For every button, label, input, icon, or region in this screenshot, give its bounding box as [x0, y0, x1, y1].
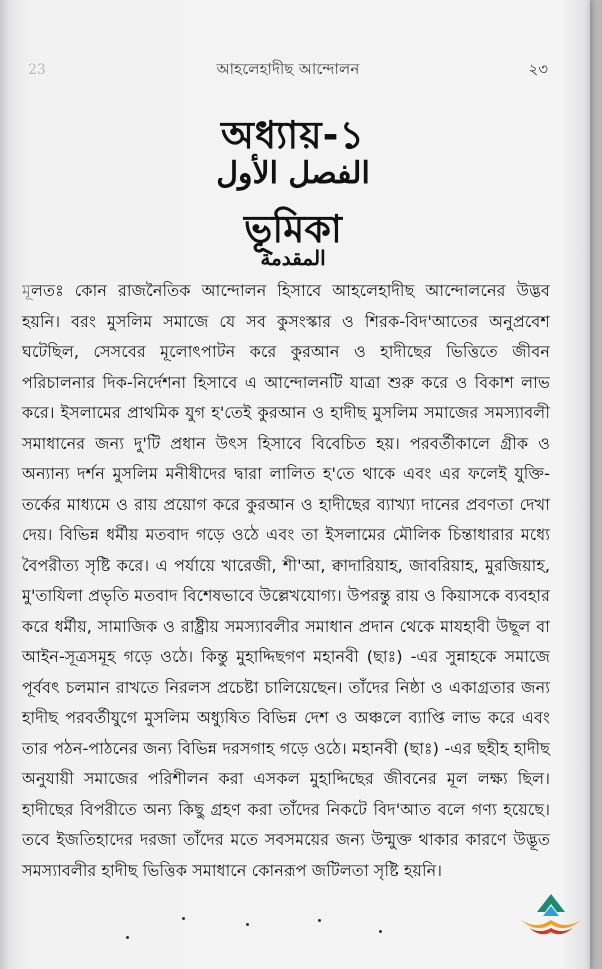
ink-speck	[126, 936, 129, 939]
page-header	[28, 58, 548, 82]
arabic-chapter-title: الفصل الأول	[216, 156, 370, 191]
page-number-bengali: ২৩	[528, 60, 548, 78]
arabic-section-title: المقدمة	[260, 246, 326, 270]
page-number-latin: 23	[28, 62, 46, 78]
ink-speck	[182, 917, 185, 920]
section-title: ভূমিকা	[244, 207, 342, 251]
ink-speck	[246, 923, 249, 926]
body-paragraph: মূলতঃ কোন রাজনৈতিক আন্দোলন হিসাবে আহলেহাদীছ আন্দোলনের উদ্ভব হয়নি। বরং মুসলিম সমাজে যে সব কুসংস্কার ও শিরক-বিদ'আতের অনুপ্রবেশ ঘটেছিল, সেসবের মূলোৎপাটন করে কুরআন ও হাদীছের ভিত্তিতে জীবন পরিচালনার দিক-নির্দেশনা হিসাবে এ আন্দোলনটি যাত্রা শুরু করে ও বিকাশ লাভ করে। ইসলামের প্রাথমিক যুগ হ'তেই কুরআন ও হাদীছ মুসলিম সমাজের সমস্যাবলী সমাধানের জন্য দু'টি প্রধান উৎস হিসাবে বিবেচিত হয়। পরবর্তীকালে গ্রীক ও অন্যান্য দর্শন মুসলিম মনীষীদের দ্বারা লালিত হ'তে থাকে এবং এর ফলেই যুক্তি-তর্কের মাধ্যমে ও রায় প্রয়োগ করে কুরআন ও হাদীছের ব্যাখ্যা দানের প্রবণতা দেখা দেয়। বিভিন্ন ধর্মীয় মতবাদ গড়ে ওঠে এবং তা ইসলামের মৌলিক চিন্তাধারার মধ্যে বৈপরীত্য সৃষ্টি করে। এ পর্যায়ে খারেজী, শী'আ, ক্বাদারিয়াহ, জাবরিয়াহ, মুরজিয়াহ, মু'তাযিলা প্রভৃতি মতবাদ বিশেষভাবে উল্লেখযোগ্য। উপরন্তু রায় ও কিয়াসকে ব্যবহার করে ধর্মীয়, সামাজিক ও রাষ্ট্রীয় সমস্যাবলীর সমাধান প্রদান থেকে মাযহাবী উছূল বা আইন-সূত্রসমূহ গড়ে ওঠে। কিন্তু মুহাদ্দিছগণ মহানবী (ছাঃ) -এর সুন্নাহকে সমাজে পূর্ববৎ চলমান রাখতে নিরলস প্রচেষ্টা চালিয়েছেন। তাঁদের নিষ্ঠা ও একাগ্রতার জন্য হাদীছ পরবর্তীযুগে মুসলিম অধ্যুষিত বিভিন্ন দেশ ও অঞ্চলে ব্যাপ্তি লাভ করে এবং তার পঠন-পাঠনের জন্য বিভিন্ন দরসগাহ গড়ে ওঠে। মহানবী (ছাঃ) -এর ছহীহ হাদীছ অনুযায়ী সমাজের পরিশীলন করা এসকল মুহাদ্দিছের জীবনের মূল লক্ষ্য ছিল। হাদীছের বিপরীতে অন্য কিছু গ্রহণ করা তাঁদের নিকটে বিদ'আত বলে গণ্য হয়েছে। তবে ইজতিহাদের দরজা তাঁদের মতে সবসময়ের জন্য উন্মুক্ত থাকার কারণে উদ্ভূত সমস্যাবলীর হাদীছ ভিত্তিক সমাধানে কোনরূপ জটিলতা সৃষ্টি হয়নি।	[22, 281, 550, 880]
chapter-title: অধ্যায়-১	[220, 113, 366, 157]
ink-speck	[318, 919, 321, 922]
ink-speck	[379, 930, 382, 933]
running-title: আহলেহাদীছ আন্দোলন	[216, 60, 360, 78]
publisher-logo-icon	[517, 890, 585, 942]
